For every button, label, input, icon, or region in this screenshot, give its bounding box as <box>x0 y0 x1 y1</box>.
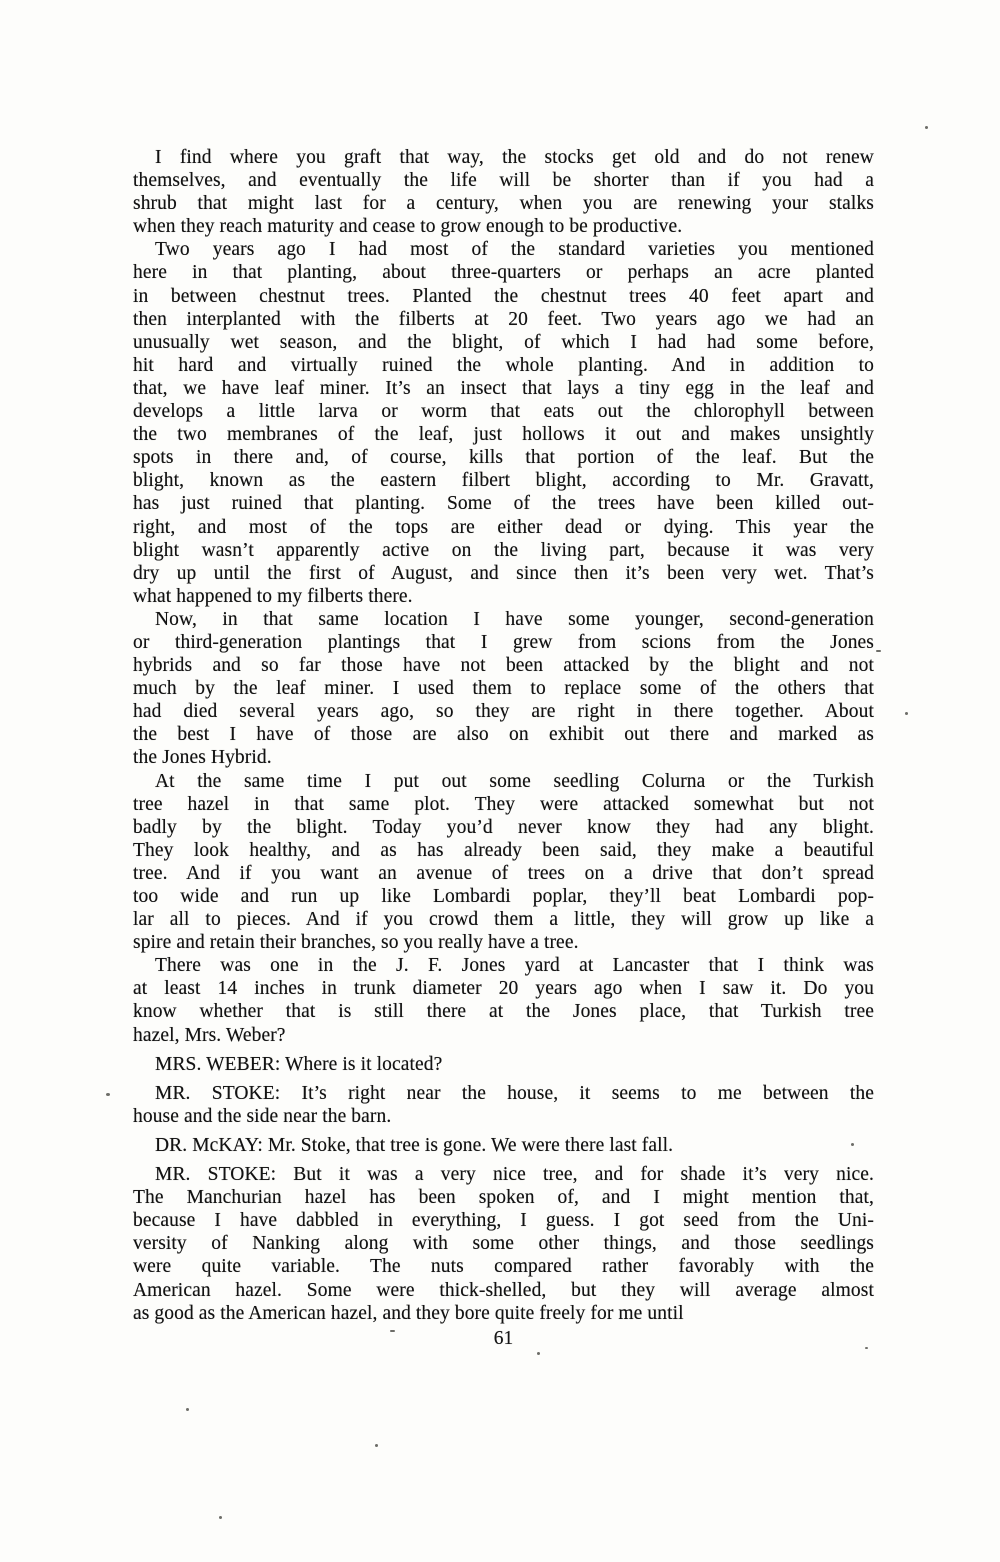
text-block <box>133 146 874 1325</box>
text-line: versity of Nanking along with some other things, and those seedlings <box>133 1233 874 1255</box>
text-line: tree hazel in that same plot. They were attacked somewhat but not <box>133 793 874 815</box>
text-line: too wide and run up like Lombardi poplar, they’ll beat Lombardi pop- <box>133 886 874 907</box>
text-line: the best I have of those are also on exhibit out there and marked as <box>133 724 874 746</box>
text-line: when they reach maturity and cease to grow enough to be productive. <box>133 216 683 238</box>
text-line: had died several years ago, so they are right in there together. About <box>133 701 874 723</box>
text-line: tree. And if you want an avenue of trees on a drive that don’t spread <box>133 862 874 884</box>
dialogue-paragraph <box>133 1163 874 1325</box>
text-line: blight, known as the eastern filbert blight, according to Mr. Gravatt, <box>133 470 874 492</box>
text-line: because I have dabbled in everything, I guess. I got seed from the Uni- <box>133 1210 874 1232</box>
text-line: blight wasn’t apparently active on the living part, because it was very <box>133 539 874 561</box>
scan-speck <box>865 1347 868 1349</box>
text-line: MR. STOKE: It’s right near the house, it seems to me between the <box>155 1082 874 1104</box>
scan-speck <box>219 1516 222 1519</box>
dialogue-paragraph <box>133 1082 874 1128</box>
text-line: here in that planting, about three-quarters or perhaps an acre planted <box>133 262 874 284</box>
scan-speck <box>905 712 908 715</box>
text-line: in between chestnut trees. Planted the chestnut trees 40 feet apart and <box>133 285 874 307</box>
text-line: know whether that is still there at the Jones place, that Turkish tree <box>133 1001 874 1023</box>
text-line: DR. McKAY: Mr. Stoke, that tree is gone. We were there last fall. <box>155 1134 674 1156</box>
text-line: develops a little larva or worm that eats out the chlorophyll between <box>133 401 874 423</box>
text-line: At the same time I put out some seedling Colurna or the Turkish <box>155 770 874 792</box>
scan-speck <box>537 1352 540 1355</box>
text-line: There was one in the J. F. Jones yard at Lancaster that I think was <box>155 955 874 977</box>
text-line: lar all to pieces. And if you crowd them a little, they will grow up like a <box>133 909 874 931</box>
dialogue-paragraph <box>133 1053 874 1076</box>
text-line: has just ruined that planting. Some of the trees have been killed out- <box>133 493 874 515</box>
scan-speck <box>106 1093 110 1096</box>
paragraph <box>133 608 874 770</box>
text-line: They look healthy, and as has already been said, they make a beautiful <box>133 839 874 861</box>
text-line: spire and retain their branches, so you really have a tree. <box>133 932 579 954</box>
paragraph <box>133 770 874 955</box>
text-line: then interplanted with the filberts at 20 feet. Two years ago we had an <box>133 308 874 330</box>
text-line: themselves, and eventually the life will be shorter than if you had a <box>133 170 874 192</box>
text-line: were quite variable. The nuts compared rather favorably with the <box>133 1256 874 1278</box>
text-line: MR. STOKE: But it was a very nice tree, and for shade it’s very nice. <box>155 1164 874 1186</box>
paragraph <box>133 954 874 1046</box>
text-line: hit hard and virtually ruined the whole planting. And in addition to <box>133 354 874 376</box>
text-line: spots in there and, of course, kills that portion of the leaf. But the <box>133 447 874 469</box>
text-line: shrub that might last for a century, when you are renewing your stalks <box>133 193 874 215</box>
text-line: the Jones Hybrid. <box>133 747 272 769</box>
text-line: American hazel. Some were thick-shelled, but they will average almost <box>133 1279 874 1301</box>
text-line: hazel, Mrs. Weber? <box>133 1024 286 1046</box>
dialogue-paragraph <box>133 1134 874 1157</box>
scan-speck <box>851 1143 854 1146</box>
paragraph <box>133 238 874 608</box>
text-line: MRS. WEBER: Where is it located? <box>155 1053 443 1075</box>
text-line: right, and most of the tops are either dead or dying. This year the <box>133 516 874 538</box>
text-line: the two membranes of the leaf, just hollows it out and makes unsightly <box>133 424 874 446</box>
scan-speck <box>375 1444 378 1447</box>
page-number: 61 <box>493 1328 514 1349</box>
scan-speck <box>925 126 928 129</box>
text-line: dry up until the first of August, and since then it’s been very wet. That’s <box>133 562 874 584</box>
text-line: house and the side near the barn. <box>133 1105 392 1127</box>
text-line: I find where you graft that way, the stocks get old and do not renew <box>155 147 874 168</box>
text-line: The Manchurian hazel has been spoken of, and I might mention that, <box>133 1187 874 1209</box>
text-line: hybrids and so far those have not been attacked by the blight and not <box>133 655 874 677</box>
text-line: that, we have leaf miner. It’s an insect that lays a tiny egg in the leaf and <box>133 377 874 399</box>
text-line: or third-generation plantings that I grew from scions from the Jones <box>133 631 874 653</box>
text-line: what happened to my filberts there. <box>133 585 413 607</box>
text-line: unusually wet season, and the blight, of which I had had some before, <box>133 331 874 353</box>
scan-speck <box>876 650 881 652</box>
scan-speck <box>390 1330 395 1332</box>
text-line: much by the leaf miner. I used them to replace some of the others that <box>133 678 874 700</box>
text-line: badly by the blight. Today you’d never know they had any blight. <box>133 816 874 838</box>
text-line: Two years ago I had most of the standard varieties you mentioned <box>155 239 874 261</box>
text-line: at least 14 inches in trunk diameter 20 years ago when I saw it. Do you <box>133 978 874 1000</box>
text-line: Now, in that same location I have some younger, second-generation <box>155 608 874 630</box>
scan-speck <box>186 1408 189 1411</box>
paragraph <box>133 146 874 238</box>
text-line: as good as the American hazel, and they bore quite freely for me until <box>133 1302 684 1324</box>
